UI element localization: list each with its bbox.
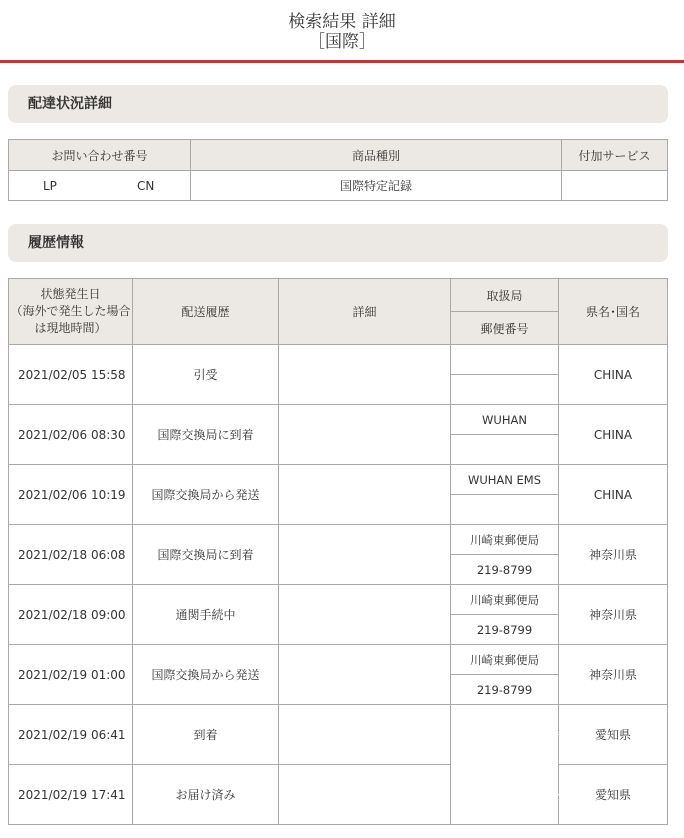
history-status: 引受 xyxy=(133,345,279,405)
history-status: 国際交換局から発送 xyxy=(133,645,279,705)
history-postal: 219-8799 xyxy=(451,675,559,705)
history-region: 神奈川県 xyxy=(559,585,668,645)
history-office xyxy=(451,705,559,735)
history-postal: 219-8799 xyxy=(451,615,559,645)
history-office: WUHAN xyxy=(451,405,559,435)
header-detail: 詳細 xyxy=(279,279,451,345)
history-postal xyxy=(451,495,559,525)
header-postal-code: 郵便番号 xyxy=(451,312,559,345)
history-date: 2021/02/06 08:30 xyxy=(9,405,133,465)
history-office xyxy=(451,345,559,375)
history-region: 神奈川県 xyxy=(559,525,668,585)
page-title xyxy=(0,0,684,60)
history-postal: 219-8799 xyxy=(451,555,559,585)
history-detail xyxy=(279,405,451,465)
history-status: 国際交換局から発送 xyxy=(133,465,279,525)
history-row xyxy=(9,765,668,795)
history-detail xyxy=(279,765,451,825)
page-title-line2: ［国際］ xyxy=(308,32,376,52)
history-status: 国際交換局に到着 xyxy=(133,525,279,585)
history-date: 2021/02/19 06:41 xyxy=(9,705,133,765)
history-date: 2021/02/06 10:19 xyxy=(9,465,133,525)
history-status: 国際交換局に到着 xyxy=(133,405,279,465)
cell-product-category: 国際特定記録 xyxy=(191,171,562,201)
history-status: 到着 xyxy=(133,705,279,765)
history-office: WUHAN EMS xyxy=(451,465,559,495)
inquiry-prefix: LP xyxy=(43,179,57,193)
history-region: CHINA xyxy=(559,465,668,525)
inquiry-suffix: CN xyxy=(137,179,155,193)
history-row xyxy=(9,525,668,555)
history-row xyxy=(9,405,668,435)
history-date: 2021/02/19 01:00 xyxy=(9,645,133,705)
history-postal xyxy=(451,735,559,765)
delivery-status-table xyxy=(8,139,668,201)
header-additional-services: 付加サービス xyxy=(562,140,668,171)
history-row xyxy=(9,465,668,495)
history-section-heading: 履歴情報 xyxy=(8,224,668,262)
history-date: 2021/02/18 09:00 xyxy=(9,585,133,645)
delivery-section-heading: 配達状況詳細 xyxy=(8,85,668,123)
title-divider xyxy=(0,60,684,63)
cell-inquiry-number xyxy=(9,171,191,201)
history-detail xyxy=(279,465,451,525)
history-status: 通関手続中 xyxy=(133,585,279,645)
page-title-line1: 検索結果 詳細 xyxy=(288,12,396,32)
history-detail xyxy=(279,585,451,645)
history-row xyxy=(9,345,668,375)
history-detail xyxy=(279,525,451,585)
history-postal xyxy=(451,795,559,825)
history-region: 愛知県 xyxy=(559,765,668,825)
history-office: 川崎東郵便局 xyxy=(451,525,559,555)
history-date: 2021/02/18 06:08 xyxy=(9,525,133,585)
history-row xyxy=(9,585,668,615)
history-status: お届け済み xyxy=(133,765,279,825)
history-detail xyxy=(279,645,451,705)
header-status-date: 状態発生日 （海外で発生した場合は現地時間） xyxy=(9,279,133,345)
history-postal xyxy=(451,375,559,405)
header-region: 県名･国名 xyxy=(559,279,668,345)
history-office xyxy=(451,765,559,795)
header-delivery-history: 配送履歴 xyxy=(133,279,279,345)
cell-additional-services xyxy=(562,171,668,201)
history-date: 2021/02/05 15:58 xyxy=(9,345,133,405)
history-office: 川崎東郵便局 xyxy=(451,585,559,615)
history-postal xyxy=(451,435,559,465)
history-detail xyxy=(279,705,451,765)
history-date: 2021/02/19 17:41 xyxy=(9,765,133,825)
history-detail xyxy=(279,345,451,405)
history-office: 川崎東郵便局 xyxy=(451,645,559,675)
header-inquiry-number: お問い合わせ番号 xyxy=(9,140,191,171)
history-table xyxy=(8,278,668,825)
history-row xyxy=(9,705,668,735)
history-region: 愛知県 xyxy=(559,705,668,765)
history-region: CHINA xyxy=(559,405,668,465)
history-region: CHINA xyxy=(559,345,668,405)
header-handling-office: 取扱局 xyxy=(451,279,559,312)
history-region: 神奈川県 xyxy=(559,645,668,705)
header-product-category: 商品種別 xyxy=(191,140,562,171)
history-row xyxy=(9,645,668,675)
